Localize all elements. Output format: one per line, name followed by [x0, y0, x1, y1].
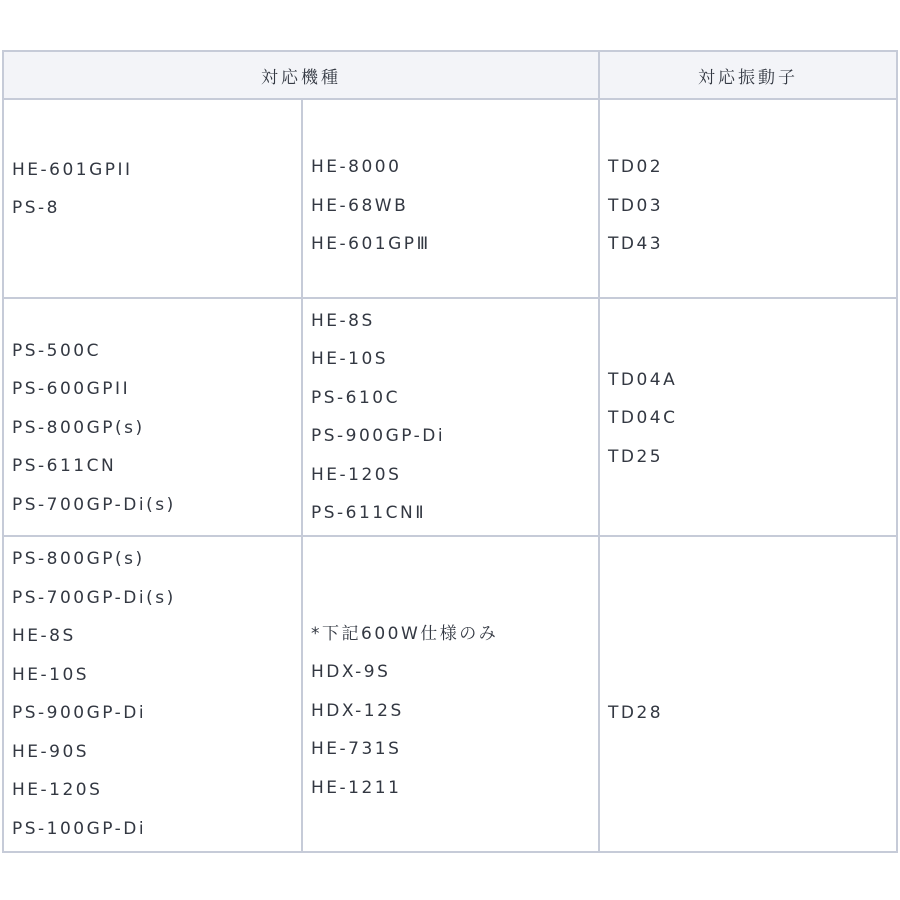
model-name: PS-610C [311, 387, 400, 408]
header-compatible-models: 対応機種 [3, 51, 599, 99]
model-name: HE-731S [311, 739, 402, 760]
header-row [3, 51, 897, 99]
model-name: PS-800GP(s) [12, 549, 145, 570]
model-name: HE-601GPⅢ [311, 234, 431, 254]
transducer-name: TD43 [608, 234, 664, 254]
transducers-cell [599, 99, 897, 298]
transducer-name: TD28 [608, 702, 664, 723]
compatibility-table [2, 50, 898, 853]
model-name: HDX-9S [311, 662, 391, 683]
model-name: PS-611CN [12, 456, 117, 477]
transducer-list [608, 133, 896, 264]
model-name: PS-700GP-Di(s) [12, 494, 176, 515]
table-row [3, 536, 897, 852]
model-name: HE-10S [12, 664, 90, 685]
model-name: HE-120S [311, 464, 402, 485]
transducer-name: TD25 [608, 446, 664, 467]
model-name: PS-611CNⅡ [311, 503, 427, 524]
models-left-cell [3, 99, 302, 298]
model-name: HE-601GPII [12, 159, 133, 180]
transducers-cell [599, 298, 897, 537]
model-name: HE-90S [12, 741, 90, 762]
model-name: PS-700GP-Di(s) [12, 587, 176, 608]
model-name: HE-1211 [311, 777, 402, 798]
model-name: HE-8S [12, 626, 76, 647]
transducer-name: TD04C [608, 408, 678, 429]
models-right-cell [302, 536, 599, 852]
model-list [12, 310, 301, 525]
model-list [311, 581, 598, 808]
table-row [3, 298, 897, 537]
table-body [3, 99, 897, 852]
models-left-cell [3, 298, 302, 537]
model-name: PS-800GP(s) [12, 417, 145, 438]
model-list [311, 133, 598, 264]
model-name: *下記600W仕様のみ [311, 623, 499, 644]
transducer-list [608, 358, 896, 477]
model-list [12, 151, 301, 246]
models-left-cell [3, 536, 302, 852]
transducer-name: TD03 [608, 195, 664, 216]
models-right-cell [302, 99, 599, 298]
model-name: PS-900GP-Di [12, 703, 147, 724]
model-name: PS-100GP-Di [12, 818, 147, 839]
transducers-cell [599, 536, 897, 852]
model-list [311, 301, 598, 533]
model-name: HE-8000 [311, 157, 402, 177]
model-name: PS-600GPII [12, 379, 131, 400]
model-name: HE-8S [311, 310, 375, 331]
models-right-cell [302, 298, 599, 537]
model-name: HE-68WB [311, 195, 409, 216]
model-name: HE-10S [311, 349, 389, 370]
transducer-list [608, 656, 896, 733]
model-list [12, 540, 301, 848]
model-name: HE-120S [12, 780, 103, 801]
model-name: PS-900GP-Di [311, 426, 446, 447]
transducer-name: TD02 [608, 157, 664, 177]
model-name: HDX-12S [311, 700, 404, 721]
header-compatible-transducers: 対応振動子 [599, 51, 897, 99]
table-header [3, 51, 897, 99]
transducer-name: TD04A [608, 369, 678, 390]
model-name: PS-8 [12, 198, 60, 219]
table-row [3, 99, 897, 298]
model-name: PS-500C [12, 340, 101, 361]
